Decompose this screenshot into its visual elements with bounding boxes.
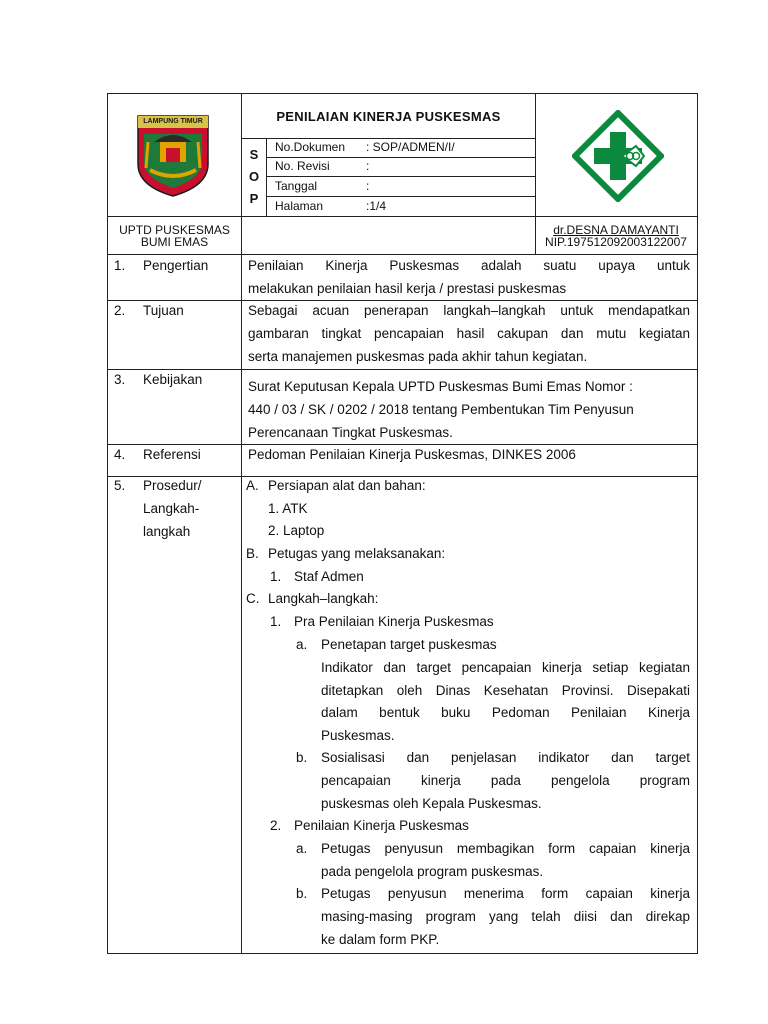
row-label: Langkah- [143,501,200,516]
list-item: pencapaian kinerja pada pengelola program [321,773,690,788]
row-label: langkah [143,524,191,539]
row-text: Penilaian Kinerja Puskesmas adalah suatu upaya untuk [248,258,690,273]
list-item: ke dalam form PKP. [321,932,440,947]
list-item: dalam bentuk buku Pedoman Penilaian Kinerja [321,705,690,720]
list-marker: 1. [270,614,282,629]
list-item: 1. ATK [268,501,308,516]
row-label: Tujuan [143,303,184,318]
list-item: Penetapan target puskesmas [321,637,497,652]
list-item: masing-masing program yang telah diisi dan direkap [321,909,690,924]
row-text: Perencanaan Tingkat Puskesmas. [248,425,453,440]
row-text: Sebagai acuan penerapan langkah–langkah untuk mendapatkan [248,303,690,318]
list-item: ditetapkan oleh Dinas Kesehatan Provinsi. Disepakati [321,683,690,698]
meta-label: No.Dokumen [275,140,346,154]
list-item: 2. Laptop [268,523,325,538]
list-item: Petugas yang melaksanakan: [268,546,446,561]
list-item: puskesmas oleh Kepala Puskesmas. [321,796,542,811]
meta-value: : SOP/ADMEN/I/ [366,140,455,154]
row-text: Pedoman Penilaian Kinerja Puskesmas, DINKES 2006 [248,447,576,462]
list-marker: C. [246,591,260,606]
list-item: Sosialisasi dan penjelasan indikator dan target [321,750,690,765]
list-item: Petugas penyusun membagikan form capaian kinerja [321,841,690,856]
row-text: gambaran tingkat pencapaian hasil cakupan dan mutu kegiatan [248,326,690,341]
list-item: Pra Penilaian Kinerja Puskesmas [294,614,494,629]
list-marker: b. [296,886,308,901]
list-item: Staf Admen [294,569,364,584]
row-text: Surat Keputusan Kepala UPTD Puskesmas Bumi Emas Nomor : [248,379,633,394]
row-label: Pengertian [143,258,209,273]
signer-nip: NIP.197512092003122007 [545,235,687,249]
puskesmas-logo [572,110,664,202]
sop-letter: S [249,147,259,162]
list-marker: a. [296,841,308,856]
meta-label: Tanggal [275,179,318,193]
row-number: 1. [114,258,126,273]
row-label: Kebijakan [143,372,203,387]
sop-letter: P [249,191,259,206]
list-item: Petugas penyusun menerima form capaian kinerja [321,886,690,901]
logo-banner-text: LAMPUNG TIMUR [143,118,203,125]
list-marker: B. [246,546,259,561]
list-item: Indikator dan target pencapaian kinerja setiap kegiatan [321,660,690,675]
list-item: Penilaian Kinerja Puskesmas [294,818,469,833]
meta-value: : [366,159,370,173]
row-number: 4. [114,447,126,462]
list-marker: a. [296,637,308,652]
list-item: Puskesmas. [321,728,395,743]
list-marker: A. [246,478,259,493]
meta-value: : [366,179,370,193]
row-number: 2. [114,303,126,318]
document-title: PENILAIAN KINERJA PUSKESMAS [276,109,501,124]
sop-letter: O [248,169,260,184]
list-marker: 2. [270,818,282,833]
list-marker: 1. [270,569,282,584]
lampung-timur-logo [132,112,214,198]
meta-value: :1/4 [366,199,387,213]
row-label: Prosedur/ [143,478,202,493]
row-text: serta manajemen puskesmas pada akhir tahun kegiatan. [248,349,588,364]
org-name: UPTD PUSKESMAS [119,223,230,237]
row-label: Referensi [143,447,201,462]
list-item: pada pengelola program puskesmas. [321,864,544,879]
list-marker: b. [296,750,308,765]
signer-name: dr.DESNA DAMAYANTI [553,223,679,237]
list-item: Langkah–langkah: [268,591,379,606]
meta-label: Halaman [275,199,324,213]
meta-label: No. Revisi [275,159,330,173]
row-text: melakukan penilaian hasil kerja / prestasi puskesmas [248,281,567,296]
row-text: 440 / 03 / SK / 0202 / 2018 tentang Pembentukan Tim Penyusun [248,402,634,417]
row-number: 5. [114,478,126,493]
row-number: 3. [114,372,126,387]
org-name: BUMI EMAS [140,235,209,249]
list-item: Persiapan alat dan bahan: [268,478,426,493]
